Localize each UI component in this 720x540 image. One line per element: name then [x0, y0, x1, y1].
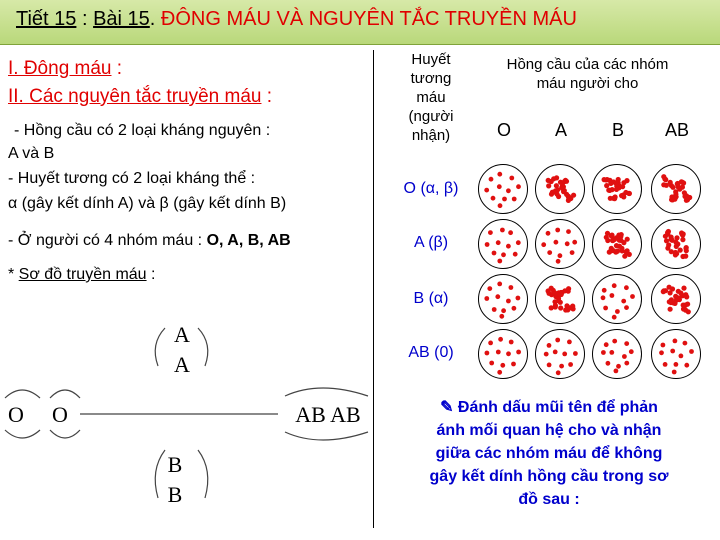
red-blood-cell: [560, 186, 565, 191]
red-blood-cell: [506, 188, 511, 193]
red-blood-cell: [681, 231, 686, 236]
cell-sample: [651, 274, 701, 324]
red-blood-cell: [611, 196, 616, 201]
text-groups-bold: O, A, B, AB: [206, 232, 291, 249]
red-blood-cell: [624, 285, 629, 290]
bracket-o-bottom: [5, 430, 40, 438]
text-diagram-label: Sơ đồ truyền máu: [18, 266, 147, 283]
red-blood-cell: [573, 351, 578, 356]
diagram-o-1: O: [8, 402, 24, 427]
red-blood-cell: [624, 361, 629, 366]
cell-sample: [651, 164, 701, 214]
red-blood-cell: [605, 238, 610, 243]
header-line: (người: [408, 108, 454, 125]
bracket-b-right: [198, 450, 208, 498]
red-blood-cell: [506, 244, 511, 249]
header-line: tương: [410, 70, 452, 87]
red-blood-cell: [674, 235, 679, 240]
red-blood-cell: [541, 242, 546, 247]
red-blood-cell: [567, 340, 572, 345]
red-blood-cell: [513, 252, 518, 257]
red-blood-cell: [511, 362, 516, 367]
instruction-line: gây kết dính hồng cầu trong sơ: [429, 468, 669, 485]
cell-sample: [535, 329, 585, 379]
cell-sample: [651, 329, 701, 379]
bracket-a-left: [155, 328, 165, 366]
vertical-divider: [373, 50, 374, 528]
red-blood-cell: [614, 187, 619, 192]
red-blood-cell: [554, 240, 559, 245]
red-blood-cell: [670, 185, 675, 190]
col-head-ab: AB: [664, 120, 689, 140]
red-blood-cell: [549, 192, 554, 197]
red-blood-cell: [684, 294, 689, 299]
red-blood-cell: [546, 183, 551, 188]
header-line: nhận): [411, 127, 451, 144]
red-blood-cell: [559, 292, 564, 297]
cell-sample: [592, 274, 642, 324]
red-blood-cell: [604, 183, 609, 188]
red-blood-cell: [683, 308, 688, 313]
red-blood-cell: [610, 293, 615, 298]
red-blood-cell: [508, 230, 513, 235]
title-sep: .: [149, 8, 161, 30]
red-blood-cell: [601, 350, 606, 355]
col-head-o: O: [496, 120, 511, 140]
red-blood-cell: [612, 315, 617, 320]
red-blood-cell: [624, 341, 629, 346]
red-blood-cell: [497, 259, 502, 264]
red-blood-cell: [501, 308, 506, 313]
header-donor-cells: [480, 55, 695, 93]
red-blood-cell: [549, 286, 554, 291]
red-blood-cell: [500, 228, 505, 233]
heading-suffix: :: [261, 86, 273, 107]
red-blood-cell: [612, 339, 617, 344]
pencil-icon: ✎: [440, 399, 454, 416]
red-blood-cell: [680, 237, 685, 242]
red-blood-cell: [552, 299, 557, 304]
row-label-a: A (β): [413, 234, 449, 251]
cell-sample: [535, 219, 585, 269]
red-blood-cell: [497, 370, 502, 375]
red-blood-cell: [619, 232, 624, 237]
text-diagram-heading: [8, 266, 155, 284]
row-label-b: B (α): [413, 290, 449, 307]
bracket-o2-top: [50, 390, 80, 398]
red-blood-cell: [567, 305, 572, 310]
red-blood-cell: [506, 299, 511, 304]
red-blood-cell: [609, 350, 614, 355]
red-blood-cell: [614, 369, 619, 374]
instruction-text: [388, 396, 710, 511]
title-bar: [0, 0, 720, 45]
red-blood-cell: [625, 237, 630, 242]
red-blood-cell: [670, 286, 675, 291]
cell-sample: [478, 329, 528, 379]
red-blood-cell: [558, 253, 563, 258]
red-blood-cell: [684, 363, 689, 368]
red-blood-cell: [680, 254, 685, 259]
cell-sample: [592, 219, 642, 269]
cell-sample: [478, 164, 528, 214]
red-blood-cell: [679, 354, 684, 359]
red-blood-cell: [683, 302, 688, 307]
diagram-a-2: A: [174, 352, 190, 377]
diagram-a-1: A: [174, 322, 190, 347]
diagram-b-2: B: [167, 482, 183, 507]
text-alpha-beta: α (gây kết dính A) và β (gây kết dính B): [8, 195, 287, 212]
red-blood-cell: [491, 196, 496, 201]
red-blood-cell: [547, 250, 552, 255]
red-blood-cell: [681, 286, 686, 291]
cell-sample: [651, 219, 701, 269]
red-blood-cell: [674, 244, 679, 249]
header-recipient-plasma: [386, 50, 476, 145]
red-blood-cell: [544, 352, 549, 357]
cell-sample: [478, 219, 528, 269]
cell-sample: [592, 329, 642, 379]
text-antibodies: - Huyết tương có 2 loại kháng thể :: [8, 170, 256, 187]
bracket-ab-top: [285, 388, 368, 396]
red-blood-cell: [669, 237, 674, 242]
red-blood-cell: [618, 238, 623, 243]
red-blood-cell: [547, 343, 552, 348]
instruction-line-text: Đánh dấu mũi tên để phản: [457, 399, 658, 416]
red-blood-cell: [626, 191, 631, 196]
red-blood-cell: [674, 362, 679, 367]
red-blood-cell: [611, 248, 616, 253]
red-blood-cell: [546, 291, 551, 296]
red-blood-cell: [683, 341, 688, 346]
bracket-o2-bottom: [50, 430, 80, 438]
red-blood-cell: [661, 289, 666, 294]
red-blood-cell: [683, 246, 688, 251]
row-label-ab: AB (0): [408, 344, 454, 361]
heading-label: II. Các nguyên tắc truyền máu: [8, 86, 262, 107]
red-blood-cell: [678, 248, 683, 253]
red-blood-cell: [603, 306, 608, 311]
red-blood-cell: [509, 176, 514, 181]
red-blood-cell: [602, 177, 607, 182]
red-blood-cell: [601, 295, 606, 300]
col-head-a: A: [554, 120, 567, 140]
red-blood-cell: [553, 304, 558, 309]
red-blood-cell: [506, 351, 511, 356]
red-blood-cell: [566, 229, 571, 234]
red-blood-cell: [551, 176, 556, 181]
red-blood-cell: [499, 314, 504, 319]
col-head-b: B: [611, 120, 624, 140]
red-blood-cell: [673, 189, 678, 194]
bracket-a-right: [198, 328, 208, 366]
instruction-line: đồ sau :: [518, 491, 580, 508]
red-blood-cell: [661, 182, 666, 187]
red-blood-cell: [606, 361, 611, 366]
red-blood-cell: [682, 194, 687, 199]
red-blood-cell: [614, 243, 619, 248]
red-blood-cell: [500, 363, 505, 368]
red-blood-cell: [622, 354, 627, 359]
header-line: máu: [416, 89, 446, 106]
red-blood-cell: [558, 180, 563, 185]
red-blood-cell: [516, 184, 521, 189]
text-blood-groups: [8, 232, 291, 250]
diagram-o-2: O: [52, 402, 68, 427]
red-blood-cell: [629, 349, 634, 354]
red-blood-cell: [487, 286, 492, 291]
cell-sample: [478, 274, 528, 324]
text-suffix: :: [146, 266, 156, 283]
red-blood-cell: [546, 231, 551, 236]
heading-suffix: :: [111, 58, 123, 79]
header-line: Hồng cầu của các nhóm: [506, 56, 669, 73]
red-blood-cell: [571, 193, 576, 198]
title-lesson: Tiết 15: [16, 8, 77, 30]
text-antigens-ab: A và B: [8, 145, 55, 162]
row-label-o: O (α, β): [403, 180, 459, 197]
red-blood-cell: [659, 350, 664, 355]
red-blood-cell: [675, 181, 680, 186]
red-blood-cell: [558, 305, 563, 310]
text-antigens: - Hồng cầu có 2 loại kháng nguyên :: [14, 122, 271, 139]
bracket-ab-bottom: [285, 432, 368, 440]
header-line: máu người cho: [536, 75, 639, 92]
diagram-b-1: B: [167, 452, 183, 477]
red-blood-cell: [555, 187, 560, 192]
red-blood-cell: [610, 238, 615, 243]
bracket-b-left: [155, 450, 165, 498]
red-blood-cell: [661, 343, 666, 348]
title-sep: :: [76, 8, 94, 30]
red-blood-cell: [495, 294, 500, 299]
red-blood-cell: [556, 259, 561, 264]
instruction-line: giữa các nhóm máu để không: [435, 445, 663, 462]
red-blood-cell: [516, 240, 521, 245]
red-blood-cell: [489, 177, 494, 182]
red-blood-cell: [612, 283, 617, 288]
heading-label: I. Đông máu: [8, 58, 112, 79]
red-blood-cell: [516, 296, 521, 301]
red-blood-cell: [509, 285, 514, 290]
red-blood-cell: [669, 297, 674, 302]
red-blood-cell: [672, 370, 677, 375]
cell-sample: [535, 274, 585, 324]
red-blood-cell: [670, 349, 675, 354]
red-blood-cell: [616, 364, 621, 369]
diagram-ab: AB AB: [295, 402, 361, 427]
red-blood-cell: [555, 338, 560, 343]
red-blood-cell: [615, 309, 620, 314]
red-blood-cell: [666, 242, 671, 247]
red-blood-cell: [681, 180, 686, 185]
red-blood-cell: [663, 234, 668, 239]
red-blood-cell: [602, 288, 607, 293]
red-blood-cell: [621, 192, 626, 197]
red-blood-cell: [553, 350, 558, 355]
red-blood-cell: [496, 240, 501, 245]
red-blood-cell: [485, 242, 490, 247]
red-blood-cell: [625, 248, 630, 253]
red-blood-cell: [485, 351, 490, 356]
red-blood-cell: [547, 363, 552, 368]
red-blood-cell: [502, 197, 507, 202]
text-prefix: - Ở người có 4 nhóm máu :: [8, 232, 207, 249]
red-blood-cell: [604, 342, 609, 347]
red-blood-cell: [488, 341, 493, 346]
cell-sample: [592, 164, 642, 214]
red-blood-cell: [570, 250, 575, 255]
red-blood-cell: [497, 172, 502, 177]
text-prefix: *: [8, 266, 19, 283]
red-blood-cell: [673, 294, 678, 299]
red-blood-cell: [512, 197, 517, 202]
red-blood-cell: [565, 241, 570, 246]
red-blood-cell: [497, 184, 502, 189]
red-blood-cell: [662, 176, 667, 181]
bracket-o-top: [5, 390, 40, 398]
red-blood-cell: [489, 361, 494, 366]
red-blood-cell: [622, 254, 627, 259]
red-blood-cell: [509, 340, 514, 345]
red-blood-cell: [572, 240, 577, 245]
heading-coagulation: [8, 58, 122, 80]
red-blood-cell: [663, 362, 668, 367]
red-blood-cell: [568, 362, 573, 367]
red-blood-cell: [484, 188, 489, 193]
title-main: ĐÔNG MÁU VÀ NGUYÊN TẮC TRUYỀN MÁU: [160, 8, 577, 30]
red-blood-cell: [559, 364, 564, 369]
red-blood-cell: [488, 230, 493, 235]
heading-transfusion: [8, 86, 272, 108]
red-blood-cell: [555, 228, 560, 233]
red-blood-cell: [630, 294, 635, 299]
red-blood-cell: [492, 307, 497, 312]
slide-title: [16, 8, 577, 31]
instruction-line: [388, 396, 710, 419]
red-blood-cell: [689, 349, 694, 354]
red-blood-cell: [496, 350, 501, 355]
red-blood-cell: [497, 282, 502, 287]
red-blood-cell: [516, 350, 521, 355]
red-blood-cell: [668, 307, 673, 312]
red-blood-cell: [484, 296, 489, 301]
title-unit: Bài 15: [93, 8, 150, 30]
red-blood-cell: [556, 370, 561, 375]
red-blood-cell: [562, 352, 567, 357]
red-blood-cell: [673, 339, 678, 344]
instruction-line: ánh mối quan hệ cho và nhận: [436, 422, 662, 439]
red-blood-cell: [566, 289, 571, 294]
red-blood-cell: [498, 337, 503, 342]
red-blood-cell: [492, 251, 497, 256]
red-blood-cell: [621, 299, 626, 304]
red-blood-cell: [624, 178, 629, 183]
red-blood-cell: [512, 306, 517, 311]
header-line: Huyết: [411, 51, 451, 68]
red-blood-cell: [498, 203, 503, 208]
red-blood-cell: [670, 197, 675, 202]
red-blood-cell: [673, 250, 678, 255]
red-blood-cell: [501, 252, 506, 257]
cell-sample: [535, 164, 585, 214]
red-blood-cell: [678, 291, 683, 296]
transfusion-diagram: [0, 300, 372, 530]
red-blood-cell: [556, 194, 561, 199]
red-blood-cell: [624, 305, 629, 310]
